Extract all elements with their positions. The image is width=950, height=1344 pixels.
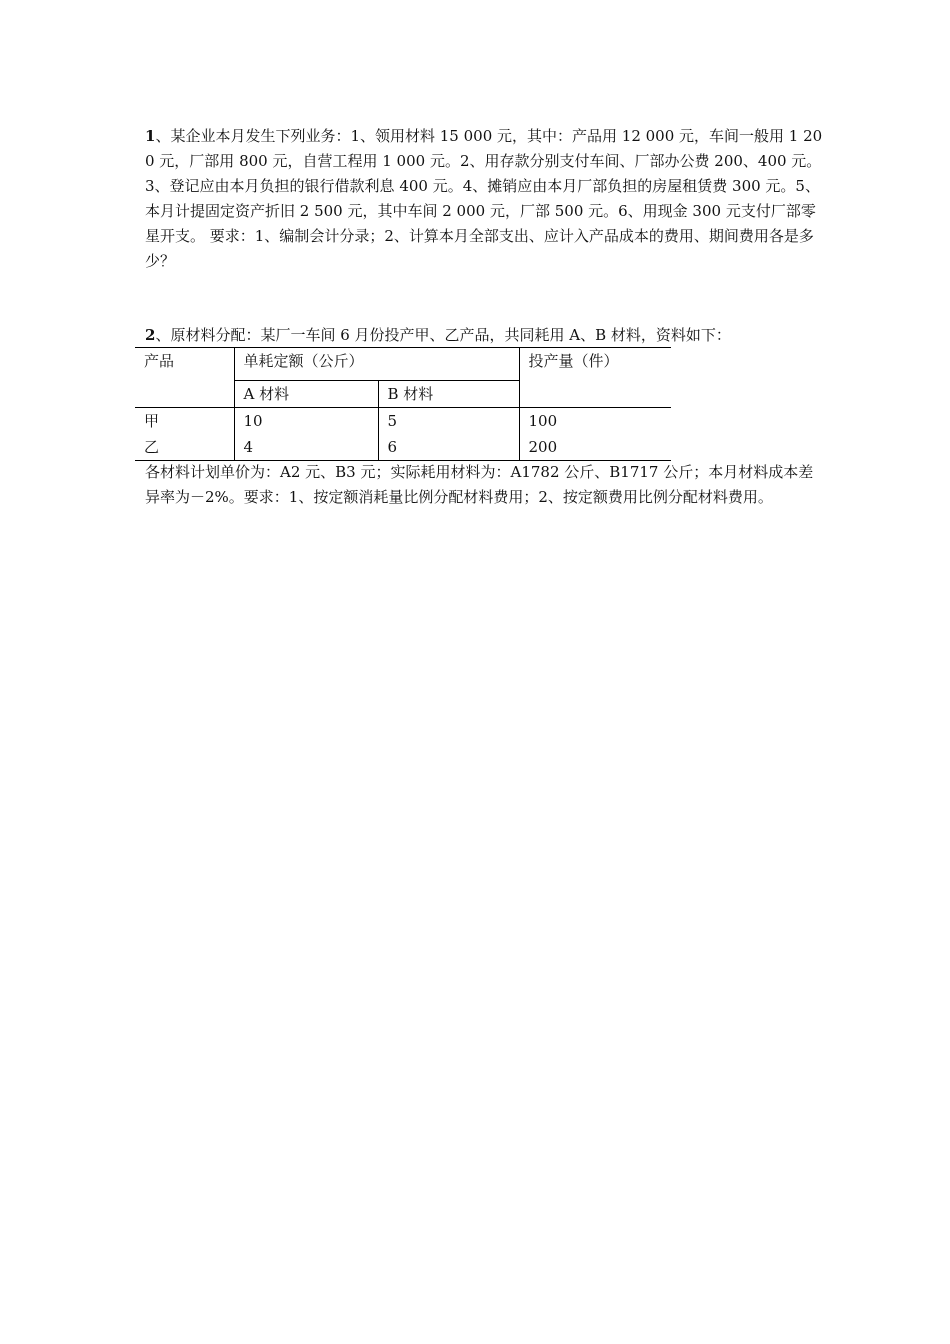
material-quota-table — [135, 347, 671, 461]
cell-output: 200 — [519, 434, 671, 461]
question-2-intro-text: 、原材料分配：某厂一车间 6 月份投产甲、乙产品，共同耗用 A、B 材料，资料如下： — [155, 326, 731, 344]
question-2-intro — [145, 323, 825, 348]
table-row — [135, 408, 671, 435]
question-2-number: 2 — [145, 326, 156, 344]
cell-material-b: 5 — [378, 408, 519, 435]
question-2-requirements: 各材料计划单价为：A2 元、B3 元；实际耗用材料为：A1782 公斤、B1717 公斤；本月材料成本差异率为－2%。要求：1、按定额消耗量比例分配材料费用；2、按定额费用比例分配材料费用。 — [145, 463, 814, 506]
cell-output: 100 — [519, 408, 671, 435]
table-row — [135, 434, 671, 461]
header-output: 投产量（件） — [519, 348, 671, 408]
cell-product: 甲 — [135, 408, 234, 435]
question-1 — [145, 124, 825, 274]
header-quota: 单耗定额（公斤） — [234, 348, 519, 381]
header-product: 产品 — [135, 348, 234, 408]
cell-product: 乙 — [135, 434, 234, 461]
cell-material-b: 6 — [378, 434, 519, 461]
cell-material-a: 10 — [234, 408, 378, 435]
header-material-a: A 材料 — [234, 381, 378, 408]
header-material-b: B 材料 — [378, 381, 519, 408]
question-1-number: 1 — [145, 127, 156, 145]
question-1-text: 、某企业本月发生下列业务：1、领用材料 15 000 元，其中：产品用 12 000 元，车间一般用 1 200 元，厂部用 800 元，自营工程用 1 000 元。2、用存款分别支付车间、厂部办公费 200、400 元。3、登记应由本月负担的银行借款利息 400 元。4、摊销应由本月厂部负担的房屋租赁费 300 元。5、本月计提固定资产折旧 2 500 元，其中车间 2 000 元，厂部 500 元。6、用现金 300 元支付厂部零星开支。 要求：1、编制会计分录；2、计算本月全部支出、应计入产品成本的费用、期间费用各是多少？ — [145, 127, 823, 270]
cell-material-a: 4 — [234, 434, 378, 461]
